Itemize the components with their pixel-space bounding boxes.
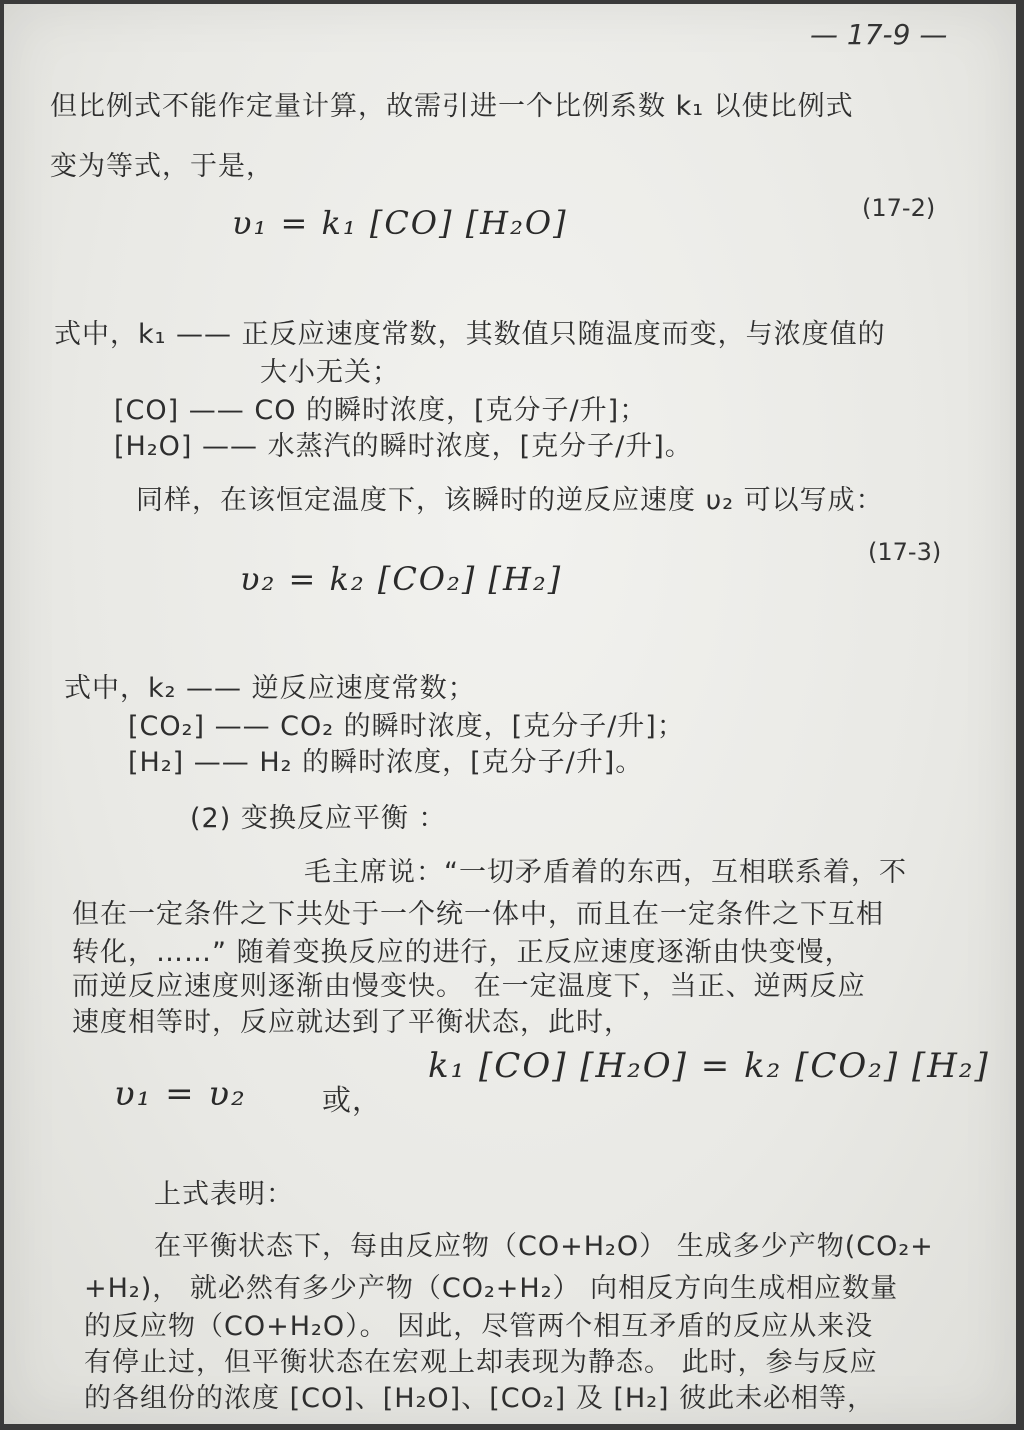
- where1-line-4: [H₂O] —— 水蒸汽的瞬时浓度，[克分子/升]。: [114, 431, 693, 462]
- quote-line-2: 但在一定条件之下共处于一个统一体中，而且在一定条件之下互相: [72, 899, 884, 930]
- quote-line-1: 毛主席说：“一切矛盾着的东西，互相联系着，不: [304, 857, 907, 888]
- shows-heading: 上式表明：: [154, 1179, 294, 1210]
- page-number: — 17-9 —: [810, 18, 948, 51]
- conclusion-line-2: +H₂)， 就必然有多少产物（CO₂+H₂） 向相反方向生成相应数量: [84, 1273, 899, 1304]
- document-page: [4, 4, 1016, 1424]
- quote-line-4: 而逆反应速度则逐渐由慢变快。 在一定温度下，当正、逆两反应: [72, 971, 866, 1002]
- where2-line-2: [CO₂] —— CO₂ 的瞬时浓度，[克分子/升]；: [128, 711, 685, 742]
- equation-number-17-2: (17-2): [862, 194, 936, 222]
- conclusion-line-3: 的反应物（CO+H₂O）。 因此，尽管两个相互矛盾的反应从来没: [84, 1311, 874, 1342]
- intro-line-2: 变为等式，于是，: [50, 151, 274, 182]
- equilibrium-equation: k₁ [CO] [H₂O] = k₂ [CO₂] [H₂]: [428, 1046, 990, 1086]
- quote-line-3: 转化，……” 随着变换反应的进行，正反应速度逐渐由快变慢，: [72, 937, 853, 968]
- equation-number-17-3: (17-3): [868, 538, 942, 566]
- intro-line-1: 但比例式不能作定量计算，故需引进一个比例系数 k₁ 以使比例式: [50, 91, 854, 122]
- quote-line-5: 速度相等时，反应就达到了平衡状态，此时，: [72, 1007, 632, 1038]
- where2-line-1: 式中，k₂ —— 逆反应速度常数；: [64, 673, 476, 704]
- where1-line-3: [CO] —— CO 的瞬时浓度，[克分子/升]；: [114, 395, 648, 426]
- conclusion-line-5: 的各组份的浓度 [CO]、[H₂O]、[CO₂] 及 [H₂] 彼此未必相等，: [84, 1383, 876, 1414]
- where2-line-3: [H₂] —— H₂ 的瞬时浓度，[克分子/升]。: [128, 747, 644, 778]
- section-heading: (2) 变换反应平衡 ：: [190, 803, 447, 834]
- conclusion-line-1: 在平衡状态下，每由反应物（CO+H₂O） 生成多少产物(CO₂+: [154, 1231, 934, 1262]
- equilibrium-condition: υ₁ = υ₂: [114, 1074, 247, 1114]
- equation-forward-rate: υ₁ = k₁ [CO] [H₂O]: [232, 204, 568, 242]
- equation-reverse-rate: υ₂ = k₂ [CO₂] [H₂]: [240, 560, 563, 598]
- where1-line-1: 式中，k₁ —— 正反应速度常数，其数值只随温度而变，与浓度值的: [54, 319, 886, 350]
- similarly-line: 同样，在该恒定温度下，该瞬时的逆反应速度 υ₂ 可以写成：: [136, 485, 884, 516]
- equation-or-word: 或，: [322, 1083, 383, 1117]
- where1-line-2: 大小无关；: [260, 357, 400, 388]
- conclusion-line-4: 有停止过，但平衡状态在宏观上却表现为静态。 此时，参与反应: [84, 1347, 878, 1378]
